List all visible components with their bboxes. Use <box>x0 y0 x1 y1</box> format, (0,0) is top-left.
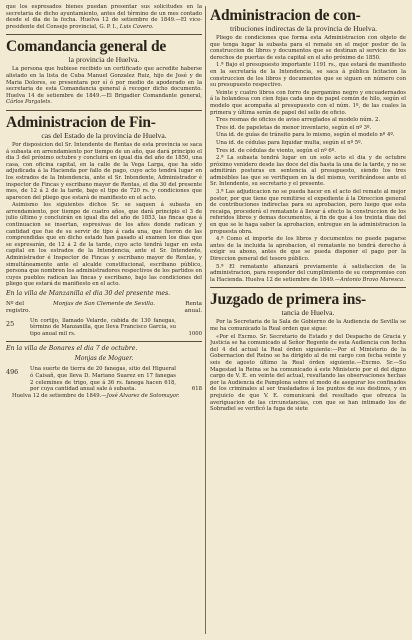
juzgado-paragraph-1: Por la Secretaria de la Sala de Gobierno de la Audiencia de Sevilla se me ha comunicado la Real orden que sigue: <box>210 319 406 332</box>
section-rule <box>6 34 202 35</box>
section-title-fincas: Administracion de Fin- <box>6 113 156 131</box>
header-owner: Monjas de San Clemente de Sevilla. <box>52 301 156 307</box>
entry-description: Un cortijo, llamado Velarde, cabida de 130 fanegas, término de Manzanilla, que lleva Francisco Garcia, su tipo anual mil rs. <box>30 317 176 337</box>
header-annual-rent: Renta anual. <box>184 301 202 314</box>
left-column <box>6 4 202 636</box>
section-title-comandancia: Comandancia general de <box>6 38 167 56</box>
section-subtitle-juzgado: tancia de Huelva. <box>281 308 335 318</box>
place-line-bonares: En la villa de Bonares el dia 7 de octubre. <box>6 345 138 353</box>
contribuciones-paragraph: Tres id. de cédulas de viento, según el nº 6º. <box>216 147 336 154</box>
entry-value: 618 <box>191 386 202 393</box>
fincas-paragraph-2: Asimismo los siguientes dichos Sr. se saquen á subasta en arrendamiento, por tiempo de cuatro años, que dará principio el 3 de julio último y concluirán en igual dia del año de 1853, las fincas que á continuacion se insertan, espresivas de los años donde radican y cantidad que fue de su servir de tipo á cada una, que fueron de las comprendidas que en dicho estado han pasado al examen los dias que se espresarán, de 12 á 2 de la tarde, cuyo acto tendrá lugar en esta capital en los estrados de la Intendencia, ante el Sr. Intendente, Administrador é Inspector de Fincas y escribano mayor de Rentas, y simultáneamente ante el alcalde constitucional, escribano público, persona que nombren los administradores respectivos de los partidos en cuyos pueblos radican las fincas y escribano, bajo las condiciones del pliego que estará de manifiesto en el acto. <box>6 202 202 288</box>
comandancia-paragraph: La persona que hubiese recibido un certificado que acredite haberse alistado en la lista de Cuba Manuel Gonzalez Ruiz, hijo de José y de Maria Dolores, se presentara por sí ó por medio de apoderado en la secretaria de esta Comandancia general á recoger dicho documento. Huelva 14 de setiembre de 1849.—El Brigadier Comandante general, Cárlos Pargalets. <box>6 66 202 106</box>
table-rule <box>6 341 202 342</box>
registry-entry <box>6 318 202 338</box>
closing-signature: José Alvarez de Sotomayor. <box>106 392 180 399</box>
entry-description: Una suerte de tierra de 20 fanegas, sitio del Higueral ó Caisañ, que lleva D. Mariano Suarez en 17 fanegas 2 celemines de trigo, que á 36 rs. fanega hacen 618, por cuya cantidad anual sale á subasta. <box>30 366 176 393</box>
section-subtitle-fincas: cas del Estado de la provincia de Huelva. <box>41 130 167 140</box>
contribuciones-paragraph: Una id. de cédulas para liquidar multa, según el nº 5º. <box>216 139 363 146</box>
section-title-contribuciones: Administracion de con- <box>210 7 361 24</box>
section-rule <box>6 110 202 111</box>
place-line-manzanilla: En la villa de Manzanilla el dia 30 del presente mes. <box>6 290 171 297</box>
column-divider <box>205 6 206 634</box>
contribuciones-paragraph: 5.ª El rematante afianzará previamente á satisfaccion de la administracion, para responder del cumplimiento de su compromiso con la Hacienda. Huelva 12 de setiembre de 1849.—Antonio Bravo Maresca. <box>210 263 406 283</box>
contribuciones-paragraph: Veinte y cuatro libros con forro de pergamino negro y encuadernados á la holandesa con cien fojas cada uno de papel común de hilo, según el modelo que acompaña al presupuesto con el núm. 1º, de las cuales la primera y última serán de papel del sello de oficio. <box>210 89 406 116</box>
contribuciones-paragraph: Tres resmas de oficios de aviso arreglados al modelo núm. 2. <box>216 117 381 124</box>
closing-paragraph: Huelva 12 de setiembre de 1849.—José Alvarez de Sotomayor. <box>12 392 180 399</box>
contribuciones-paragraph: 2.ª La subasta tendrá lugar en un solo acto el dia y de octubre próximo venidero desde las doce del día hasta la una de la tarde, y no se admitirán posturas en sentencia al presupuesto, siendo los tres admisibles las que se verifiquen en la del mismo, verificándose ante el Sr. Intendente, su secretario y el presente. <box>210 155 406 188</box>
registry-entry <box>6 366 202 392</box>
entry-number: 496 <box>6 368 19 377</box>
entry-value: 1000 <box>188 330 202 337</box>
contribuciones-paragraph: 1.ª Bajo el presupuesto importante 1191 rs., que estará de manifiesto en la secretaría de la Intendencia, se saca á pública licitacion la construccion de los libros y documentos que se siguen en número con su presupuesto respectivo. <box>210 62 406 89</box>
owner-line: Monjas de Moguer. <box>74 355 134 363</box>
entry-number: 25 <box>6 319 15 328</box>
contribuciones-signature: Antonio Bravo Maresca. <box>340 276 405 283</box>
contribuciones-paragraph: 4.ª Como el importe de los libros y documentos no puede pagarse antes de la incluida la aprobacion, el rematante no tendrá derecho á exigir su abono, antes de que se pueda disponer el pago por la Direccion general del tesoro público. <box>210 236 406 262</box>
juzgado-paragraph-2: «Por el Excmo. Sr. Secretario de Estado y del Despacho de Gracia y Justicia se ha comunicado al Señor Regente de esta Audiencia con fecha del 4 del actual la Real órden siguiente:—Por el Ministerio de la Gobernacion del Reino se ha dirigido al de mi cargo con fecha veinte y seis de agosto último la Real órden siguiente.—Excmo. Sr.—Su Magestad la Reina se ha comunicado á este Ministerio por el del digno cargo de V. E. en veinte del actual, resultando las observaciones hechas por la Audiencia de Pamplona sobre el modo de asegurar los confinados de los criminales al ser trasladados á los puntos de sus destinos, y en prejuicio de que V. E. comunicará del resultado que ofrezca la averiguacion de las circunstancias, con que se han intimado los de Sobradiel se verificó la fuga de siete <box>210 333 406 413</box>
intro-paragraph: que los espresados bienes puedan presentar sus solicitudes en la secretaria de dicho ayuntamiento, antes del término de un mes contado desde el dia de la fecha. Huelva 12 de setiembre de 1849.—El vice-presidente del Consejo provincial, G. P. I., Luis Cavero. <box>6 4 202 30</box>
comandancia-signature: Cárlos Pargalets. <box>6 99 52 106</box>
section-subtitle-contribuciones: tribuciones indirectas de la provincia de Huelva. <box>230 24 377 33</box>
intro-signature: Luis Cavero. <box>119 23 154 30</box>
header-registry-number: Nº del registro. <box>6 301 31 314</box>
right-column <box>210 4 406 636</box>
section-subtitle-comandancia: la provincia de Huelva. <box>68 55 140 65</box>
contribuciones-paragraph: Tres id. de papeletas de menor inventario, según el nº 3º. <box>216 124 372 131</box>
section-rule <box>210 287 406 288</box>
fincas-paragraph-1: Por disposicion del Sr. Intendente de Rentas de esta provincia se saca á subasta en arrendamiento por tiempo de un año, que dará principio el dia 3 del próximo octubre y concluirá en igual dia del año de 1850, una casa, con oficina capital, en la calle de la Vega Larga, que ha sido adjudicada á la Hacienda por fallo de pago, cuyo acto tendrá lugar en los estrados de la Intendencia, ante el Sr. Intendente, Administrador é inspector de Fincas y escribano mayor de Rentas, el dia 30 del presente mes, de 12 á 2 de la tarde, bajo el tipo de 720 rs. y condiciones que aparecen del pliego que estará de manifiesto en el acto. <box>6 141 202 201</box>
contribuciones-paragraph: Una id. de guías de tránsito para lo mismo, según el modelo nº 4º. <box>216 132 395 139</box>
registry-table-header <box>6 301 202 315</box>
contribuciones-paragraph: Pliego de condiciones que forma esta Administracion con objeto de que tenga lugar la subasta para el remate en el mejor postor de la construccion de libros y documentos que se destinan al servicio de los derechos de puertas de esta capital en el año próximo de 1850. <box>210 35 406 61</box>
section-title-juzgado: Juzgado de primera ins- <box>210 291 366 309</box>
contribuciones-paragraph: 3.ª Las adjudicacion no se pueda hacer en el acto del remate al mejor postor, por que tiene que remitirse el expediente á la Direccion general de contribuciones indirectas para su aprobacion, pero luego que esta recaiga, procederá el rematante á llevar á efecto la construccion de los referidos libros y demas documentos, á fin de que á los treinta dias del en que se le haga saber la aprobacion, entregue en la administracion la propuesta obra. <box>210 189 406 235</box>
